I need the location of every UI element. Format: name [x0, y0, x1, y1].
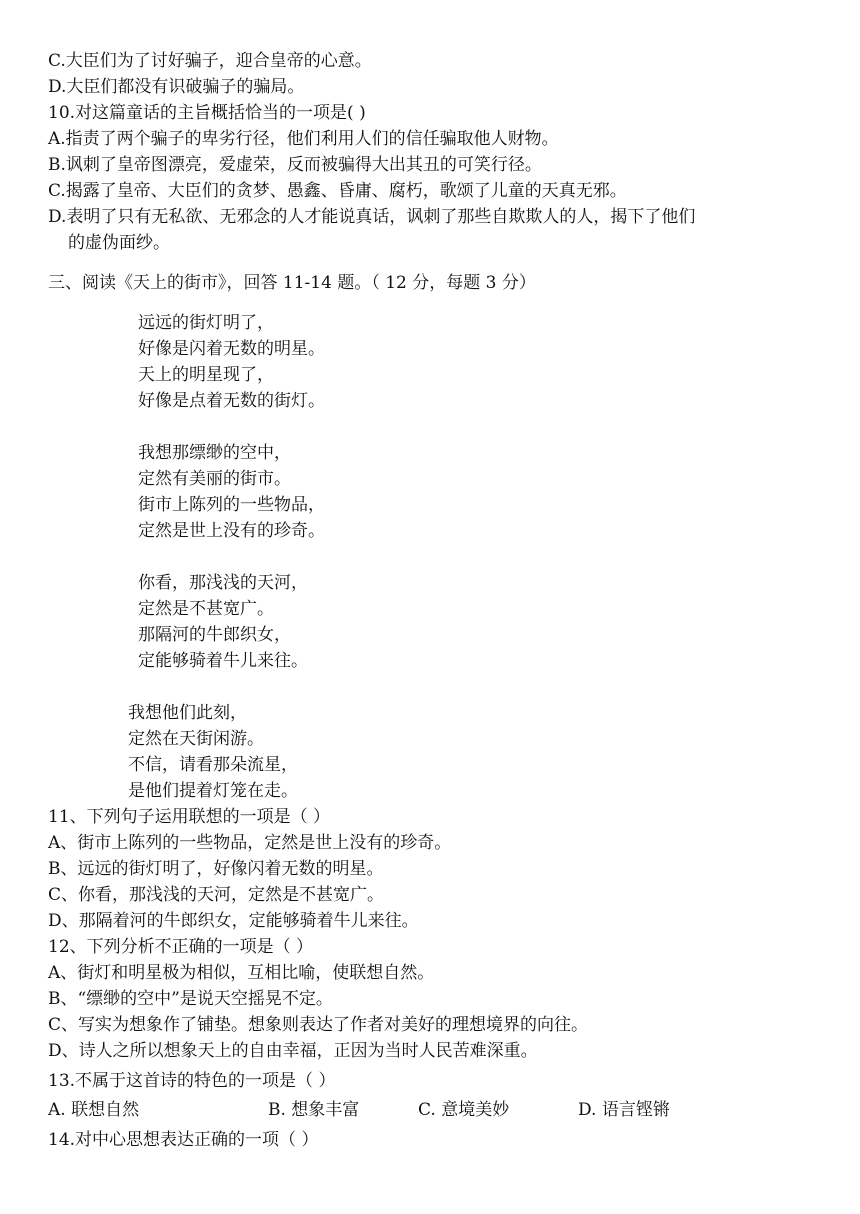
q12-option-c: C、写实为想象作了铺垫。想象则表达了作者对美好的理想境界的向往。 — [48, 1015, 589, 1035]
q11-stem: 11、下列句子运用联想的一项是（ ） — [48, 807, 331, 827]
poem-line: 定然有美丽的街市。 — [138, 469, 291, 489]
q10-option-b: B.讽刺了皇帝图漂亮，爱虚荣，反而被骗得大出其丑的可笑行径。 — [48, 155, 542, 175]
q13-option-c: C. 意境美妙 — [418, 1100, 510, 1120]
poem-line: 我想那缥缈的空中， — [138, 443, 291, 463]
q10-stem: 10.对这篇童话的主旨概括恰当的一项是( ) — [48, 103, 366, 123]
poem-line: 定能够骑着牛儿来往。 — [138, 651, 308, 671]
poem-line: 那隔河的牛郎织女， — [138, 625, 291, 645]
q12-option-b: B、“缥缈的空中”是说天空摇晃不定。 — [48, 989, 333, 1009]
q11-option-b: B、远远的街灯明了，好像闪着无数的明星。 — [48, 859, 384, 879]
q9-option-c: C.大臣们为了讨好骗子，迎合皇帝的心意。 — [48, 51, 372, 71]
poem-line: 远远的街灯明了， — [138, 313, 274, 333]
q13-option-d: D. 语言铿锵 — [578, 1100, 670, 1120]
q13-option-a: A. 联想自然 — [48, 1100, 140, 1120]
poem-line: 是他们提着灯笼在走。 — [128, 781, 298, 801]
q12-option-d: D、诗人之所以想象天上的自由幸福，正因为当时人民苦难深重。 — [48, 1041, 538, 1061]
q9-option-d: D.大臣们都没有识破骗子的骗局。 — [48, 77, 305, 97]
q10-option-d-line1: D.表明了只有无私欲、无邪念的人才能说真话，讽刺了那些自欺欺人的人，揭下了他们 — [48, 207, 696, 227]
q10-option-a: A.指责了两个骗子的卑劣行径，他们利用人们的信任骗取他人财物。 — [48, 129, 559, 149]
q12-stem: 12、下列分析不正确的一项是（ ） — [48, 937, 314, 957]
poem-line: 好像是闪着无数的明星。 — [138, 339, 325, 359]
q11-option-a: A、街市上陈列的一些物品，定然是世上没有的珍奇。 — [48, 833, 452, 853]
q13-option-b: B. 想象丰富 — [268, 1100, 360, 1120]
poem-line: 你看，那浅浅的天河， — [138, 573, 308, 593]
poem-line: 天上的明星现了， — [138, 365, 274, 385]
poem-line: 我想他们此刻， — [128, 703, 247, 723]
q14-stem: 14.对中心思想表达正确的一项（ ） — [48, 1130, 319, 1150]
q12-option-a: A、街灯和明星极为相似，互相比喻，使联想自然。 — [48, 963, 435, 983]
poem-line: 好像是点着无数的街灯。 — [138, 391, 325, 411]
poem-line: 定然是不甚宽广。 — [138, 599, 274, 619]
poem-line: 定然是世上没有的珍奇。 — [138, 521, 325, 541]
section-3-heading: 三、阅读《天上的街市》，回答 11-14 题。（ 12 分，每题 3 分） — [48, 273, 536, 293]
poem-line: 定然在天街闲游。 — [128, 729, 264, 749]
poem-line: 不信，请看那朵流星， — [128, 755, 298, 775]
q11-option-c: C、你看，那浅浅的天河，定然是不甚宽广。 — [48, 885, 385, 905]
q11-option-d: D、那隔着河的牛郎织女，定能够骑着牛儿来往。 — [48, 911, 419, 931]
q13-stem: 13.不属于这首诗的特色的一项是（ ） — [48, 1071, 336, 1091]
q10-option-d-line2: 的虚伪面纱。 — [68, 233, 170, 253]
poem-line: 街市上陈列的一些物品， — [138, 495, 325, 515]
q10-option-c: C.揭露了皇帝、大臣们的贪梦、愚鑫、昏庸、腐朽，歌颂了儿童的天真无邪。 — [48, 181, 627, 201]
